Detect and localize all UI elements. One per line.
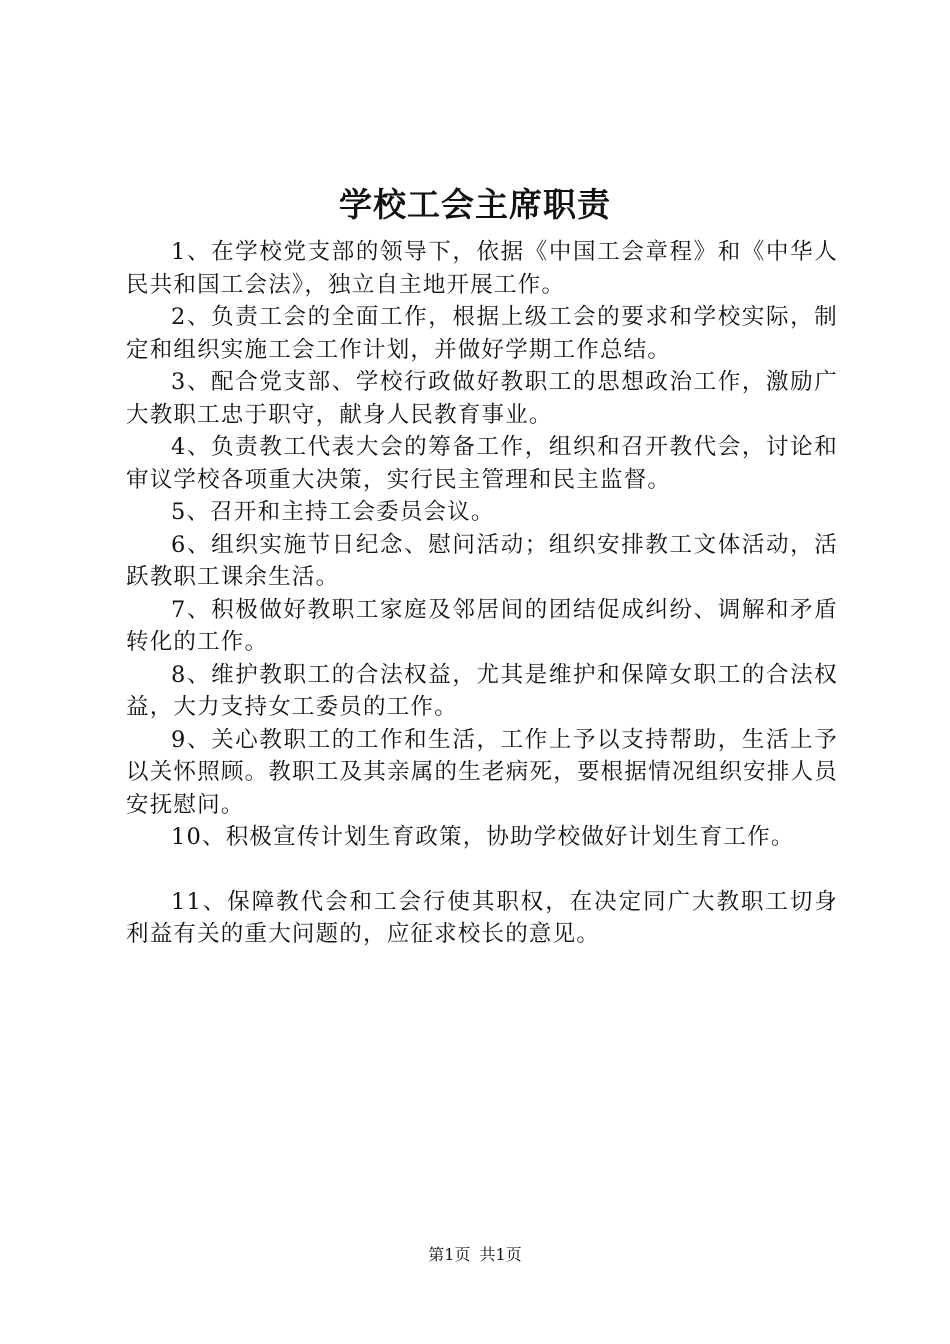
page-number: 第1页	[428, 1245, 471, 1264]
document-body	[126, 236, 838, 951]
duty-item-11: 11、保障教代会和工会行使其职权，在决定同广大教职工切身利益有关的重大问题的，应征求校长的意见。	[126, 888, 838, 947]
duty-item-6: 6、组织实施节日纪念、慰问活动；组织安排教工文体活动，活跃教职工课余生活。	[126, 531, 838, 590]
duty-item-2: 2、负责工会的全面工作，根据上级工会的要求和学校实际，制定和组织实施工会工作计划，并做好学期工作总结。	[126, 304, 838, 363]
duty-item-4: 4、负责教工代表大会的筹备工作，组织和召开教代会，讨论和审议学校各项重大决策，实行民主管理和民主监督。	[126, 434, 838, 493]
page-footer	[0, 1244, 950, 1266]
page-total: 共1页	[479, 1245, 522, 1264]
duty-item-7: 7、积极做好教职工家庭及邻居间的团结促成纠纷、调解和矛盾转化的工作。	[126, 596, 838, 655]
duty-item-1: 1、在学校党支部的领导下，依据《中国工会章程》和《中华人民共和国工会法》，独立自主地开展工作。	[126, 239, 838, 298]
duty-item-10: 10、积极宣传计划生育政策，协助学校做好计划生育工作。	[171, 824, 795, 850]
duty-item-3: 3、配合党支部、学校行政做好教职工的思想政治工作，激励广大教职工忠于职守，献身人民教育事业。	[126, 369, 838, 428]
duty-item-5: 5、召开和主持工会委员会议。	[171, 499, 495, 525]
duty-item-9: 9、关心教职工的工作和生活，工作上予以支持帮助，生活上予以关怀照顾。教职工及其亲属的生老病死，要根据情况组织安排人员安抚慰问。	[126, 726, 838, 818]
document-title: 学校工会主席职责	[339, 185, 611, 224]
duty-item-8: 8、维护教职工的合法权益，尤其是维护和保障女职工的合法权益，大力支持女工委员的工作。	[126, 661, 838, 720]
